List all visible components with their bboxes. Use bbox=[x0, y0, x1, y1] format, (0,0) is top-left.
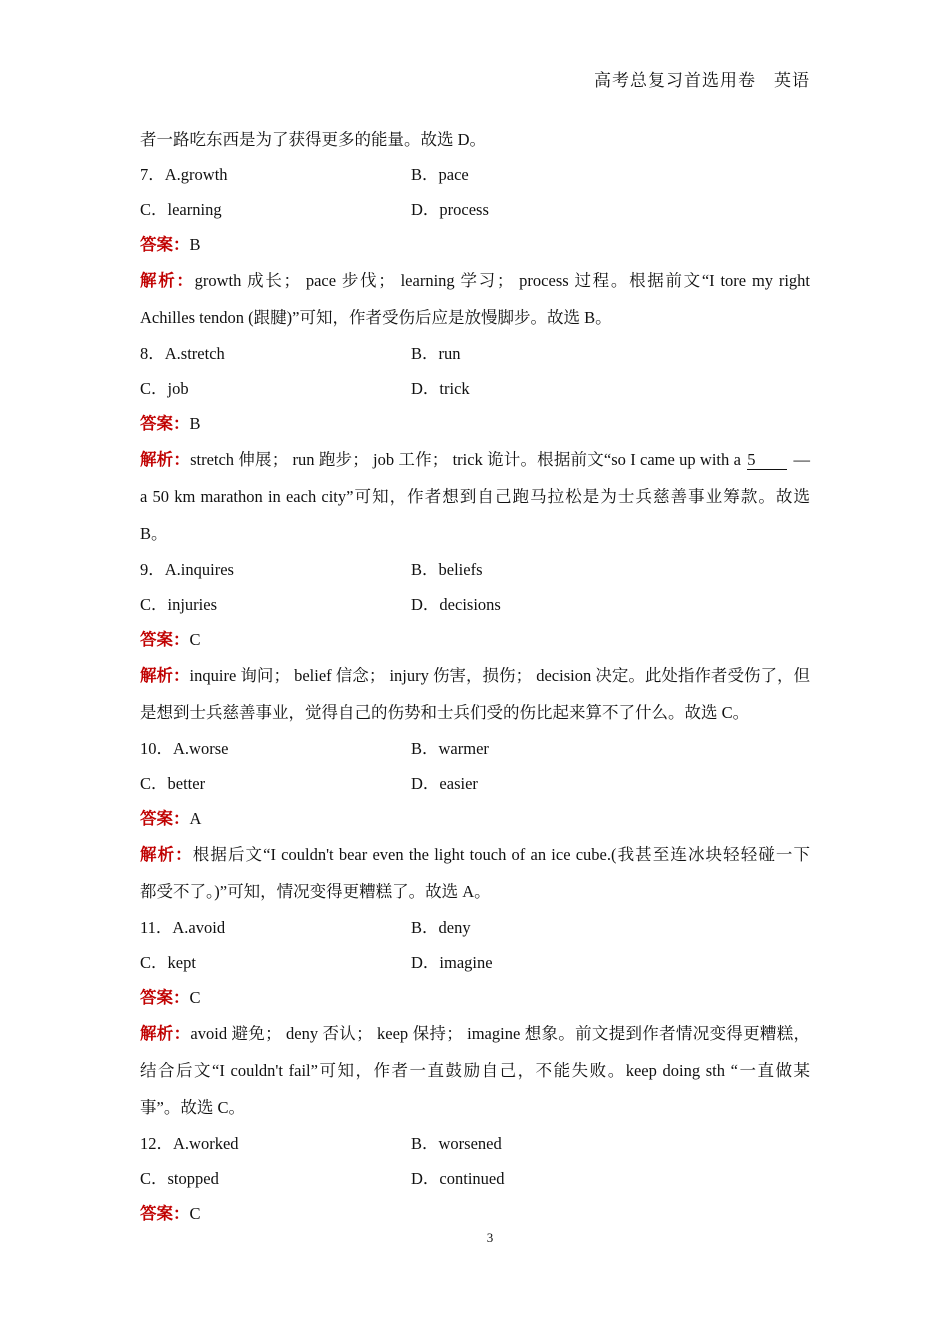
analysis-line: B。 bbox=[140, 524, 168, 543]
question-10-options-row-2 bbox=[140, 766, 810, 801]
question-number: 12． bbox=[140, 1134, 173, 1153]
answer-line bbox=[140, 622, 810, 657]
option-c: C．better bbox=[140, 774, 206, 793]
analysis-line: 解析：avoid 避免； deny 否认； keep 保持； imagine 想象。前文提到作者情况变得更糟糕， bbox=[140, 1024, 811, 1043]
option-a: A.stretch bbox=[164, 344, 225, 363]
analysis-line: 解析：stretch 伸展； run 跑步； job 工作； trick 诡计。根据前文“so I came up with a 5 — bbox=[140, 450, 811, 469]
analysis-line: a 50 km marathon in each city”可知，作者想到自己跑马拉松是为士兵慈善事业筹款。故选 bbox=[140, 487, 810, 506]
question-10-options-row-1 bbox=[140, 731, 810, 766]
answer-label: 答案： bbox=[140, 235, 190, 254]
option-c: C．kept bbox=[140, 953, 196, 972]
question-9-options-row-1 bbox=[140, 552, 810, 587]
answer-value: A bbox=[189, 809, 202, 828]
dash: — bbox=[793, 450, 811, 469]
option-c: C．job bbox=[140, 379, 189, 398]
page-header: 高考总复习首选用卷 英语 bbox=[594, 71, 810, 90]
option-a: A.worse bbox=[173, 739, 229, 758]
blank-number: 5 bbox=[747, 451, 787, 470]
option-b: B．pace bbox=[411, 165, 469, 184]
option-d: D．process bbox=[411, 200, 489, 219]
option-d: D．imagine bbox=[411, 953, 493, 972]
question-number: 7． bbox=[140, 165, 165, 184]
option-d: D．decisions bbox=[411, 595, 501, 614]
analysis-label: 解析： bbox=[140, 450, 191, 469]
answer-value: C bbox=[189, 1204, 201, 1223]
option-a: A.growth bbox=[164, 165, 228, 184]
analysis-line: 解析：growth 成长； pace 步伐； learning 学习； process 过程。根据前文“I tore my right bbox=[140, 271, 811, 290]
analysis-line: 结合后文“I couldn't fail”可知，作者一直鼓励自己，不能失败。keep doing sth “一直做某 bbox=[140, 1061, 810, 1080]
question-7-options-row-1 bbox=[140, 157, 810, 192]
intro-line: 者一路吃东西是为了获得更多的能量。故选 D。 bbox=[140, 130, 487, 149]
answer-value: B bbox=[189, 414, 201, 433]
analysis-line: Achilles tendon (跟腱)”可知，作者受伤后应是放慢脚步。故选 B。 bbox=[140, 308, 612, 327]
question-number: 11． bbox=[140, 918, 173, 937]
analysis-line: 都受不了。)”可知，情况变得更糟糕了。故选 A。 bbox=[140, 882, 491, 901]
question-12-options-row-2 bbox=[140, 1161, 810, 1196]
option-c: C．injuries bbox=[140, 595, 217, 614]
question-9-options-row-2 bbox=[140, 587, 810, 622]
answer-line bbox=[140, 227, 810, 262]
answer-line bbox=[140, 801, 810, 836]
option-a: A.inquires bbox=[164, 560, 234, 579]
question-number: 10． bbox=[140, 739, 173, 758]
option-b: B．warmer bbox=[411, 739, 489, 758]
answer-line bbox=[140, 406, 810, 441]
analysis-line: 解析：根据后文“I couldn't bear even the light touch of an ice cube.(我甚至连冰块轻轻碰一下 bbox=[140, 845, 810, 864]
question-7-options-row-2 bbox=[140, 192, 810, 227]
analysis-label: 解析： bbox=[140, 271, 195, 290]
option-b: B．run bbox=[411, 344, 461, 363]
answer-label: 答案： bbox=[140, 1204, 190, 1223]
option-c: C．learning bbox=[140, 200, 222, 219]
option-b: B．deny bbox=[411, 918, 471, 937]
analysis-line: 解析：inquire 询问； belief 信念； injury 伤害，损伤； decision 决定。此处指作者受伤了，但 bbox=[140, 666, 810, 685]
answer-value: C bbox=[189, 988, 201, 1007]
question-11-options-row-1 bbox=[140, 910, 810, 945]
analysis-label: 解析： bbox=[140, 1024, 191, 1043]
question-number: 9． bbox=[140, 560, 165, 579]
option-d: D．easier bbox=[411, 774, 478, 793]
answer-label: 答案： bbox=[140, 630, 190, 649]
answer-value: C bbox=[189, 630, 201, 649]
analysis-label: 解析： bbox=[140, 845, 193, 864]
analysis-line: 事”。故选 C。 bbox=[140, 1098, 245, 1117]
option-b: B．beliefs bbox=[411, 560, 483, 579]
analysis-line: 是想到士兵慈善事业，觉得自己的伤势和士兵们受的伤比起来算不了什么。故选 C。 bbox=[140, 703, 750, 722]
option-d: D．trick bbox=[411, 379, 470, 398]
option-d: D．continued bbox=[411, 1169, 505, 1188]
answer-label: 答案： bbox=[140, 809, 190, 828]
option-c: C．stopped bbox=[140, 1169, 219, 1188]
page-number: 3 bbox=[486, 1230, 494, 1245]
question-11-options-row-2 bbox=[140, 945, 810, 980]
question-12-options-row-1 bbox=[140, 1126, 810, 1161]
answer-value: B bbox=[189, 235, 201, 254]
option-a: A.avoid bbox=[172, 918, 226, 937]
option-a: A.worked bbox=[173, 1134, 239, 1153]
analysis-label: 解析： bbox=[140, 666, 190, 685]
question-8-options-row-2 bbox=[140, 371, 810, 406]
answer-line bbox=[140, 980, 810, 1015]
question-8-options-row-1 bbox=[140, 336, 810, 371]
answer-label: 答案： bbox=[140, 988, 190, 1007]
page-content bbox=[140, 122, 810, 1231]
answer-label: 答案： bbox=[140, 414, 190, 433]
option-b: B．worsened bbox=[411, 1134, 502, 1153]
answer-line bbox=[140, 1196, 810, 1231]
question-number: 8． bbox=[140, 344, 165, 363]
